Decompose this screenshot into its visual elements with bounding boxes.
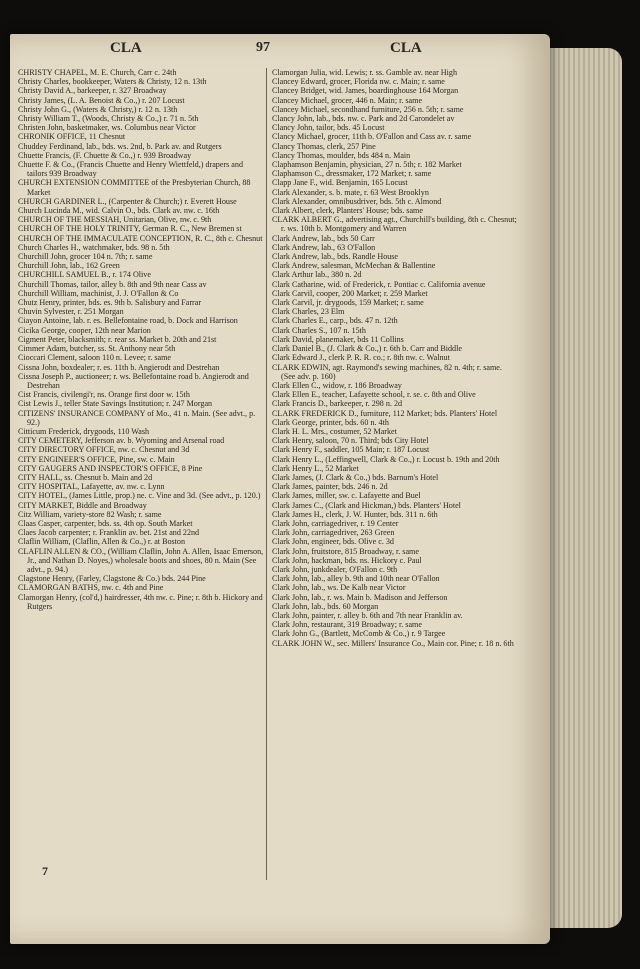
directory-entry: CHURCHILL SAMUEL B., r. 174 Olive [18, 270, 151, 280]
directory-entry: Clark Andrew, lab., bds. Randle House [272, 252, 399, 262]
directory-entry: CHURCH GARDINER L., (Carpenter & Church;) r. Everett House [18, 196, 237, 206]
directory-entry: Clark James C., (Clark and Hickman,) bds. Planters' Hotel [272, 500, 461, 510]
directory-entry: Clark Daniel B., (J. Clark & Co.,) r. 6th b. Carr and Biddle [272, 344, 462, 354]
directory-entry: Clark John, restaurant, 319 Broadway; r. same [272, 620, 422, 630]
directory-entry: Churchill Thomas, tailor, alley b. 8th and 9th near Cass av [18, 279, 207, 289]
directory-entry: Clark Henry, saloon, 70 n. Third; bds City Hotel [272, 436, 429, 446]
directory-entry: Clark John, engineer, bds. Olive c. 3d [272, 537, 394, 547]
directory-entry: Cimmer Adam, butcher, ss. St. Anthony near 5th [18, 344, 176, 354]
directory-entry: Clark Henry F., saddler, 105 Main; r. 187 Locust [272, 445, 430, 455]
directory-entry: CITY HALL, ss. Chesnut b. Main and 2d [18, 472, 153, 482]
directory-entry: CITY CEMETERY, Jefferson av. b. Wyoming and Arsenal road [18, 436, 225, 446]
directory-entry: Clark Henry L., 52 Market [272, 463, 359, 473]
directory-entry: Clark Andrew, lab., bds 50 Carr [272, 233, 375, 243]
footer-mark: 7 [42, 864, 48, 878]
page-header [18, 40, 530, 62]
directory-entry: Clancy John, tailor, bds. 45 Locust [272, 123, 385, 133]
directory-entry: Clark Henry L., (Leffingwell, Clark & Co.,) r. Locust b. 19th and 20th [272, 454, 500, 464]
directory-entry: CITY HOTEL, (James Little, prop.) ne. c. Vine and 3d. (See advt., p. 120.) [18, 491, 261, 501]
directory-entry: Clancy John, lab., bds. nw. c. Park and 2d Carondelet av [272, 114, 455, 124]
directory-entry: Citticum Frederick, drygoods, 110 Wash [18, 426, 150, 436]
header-right: CLA [390, 40, 422, 56]
directory-entry: Cist Lewis J., teller State Savings Institution; r. 247 Morgan [18, 399, 213, 409]
directory-entry: Church Charles H., watchmaker, bds. 98 n. 5th [18, 242, 170, 252]
directory-entry: Clark Edward J., clerk P. R. R. co.; r. 8th nw. c. Walnut [272, 353, 450, 363]
directory-entry: Clagstone Henry, (Farley, Clagstone & Co.) bds. 244 Pine [18, 574, 206, 584]
directory-entry: CLARK JOHN W., sec. Millers' Insurance Co., Main cor. Pine; r. 18 n. 6th [272, 638, 514, 648]
directory-entry: CITY GAUGERS AND INSPECTOR'S OFFICE, 8 Pine [18, 463, 203, 473]
directory-entry: Chutz Henry, printer, bds. es. 9th b. Salisbury and Farrar [18, 298, 202, 308]
column-divider [266, 68, 267, 880]
directory-entry: CHRISTY CHAPEL, M. E. Church, Carr c. 24th [18, 68, 177, 77]
directory-entry: Clark James, painter, bds. 246 n. 2d [272, 482, 388, 492]
directory-entry: CLARK FREDERICK D., furniture, 112 Market; bds. Planters' Hotel [272, 408, 498, 418]
directory-entry: Chuddey Ferdinand, lab., bds. ws. 2nd, b. Park av. and Rutgers [18, 141, 222, 151]
directory-entry: Cigment Peter, blacksmith; r. rear ss. Market b. 20th and 21st [18, 334, 217, 344]
directory-entry: Chuvin Sylvester, r. 251 Morgan [18, 307, 124, 317]
directory-entry: Clark Andrew, salesman, McMechan & Ballentine [272, 261, 436, 271]
directory-entry: Clark Carvil, cooper, 200 Market; r. 259 Market [272, 288, 428, 298]
directory-entry: Clark Ellen C., widow, r. 186 Broadway [272, 380, 402, 390]
directory-entry: Clark John, hackman, bds. ns. Hickory c. Paul [272, 555, 422, 565]
directory-entry: Clapp Jane F., wid. Benjamin, 165 Locust [272, 178, 408, 188]
directory-entry: Clamorgan Henry, (col'd,) hairdresser, 4th nw. c. Pine; r. 8th b. Hickory and Rutgers [18, 592, 263, 611]
directory-entry: Cicika George, cooper, 12th near Marion [18, 325, 151, 335]
directory-entry: Clancy Thomas, moulder, bds 484 n. Main [272, 150, 411, 160]
directory-entry: Claphamson C., dressmaker, 172 Market; r. same [272, 169, 432, 179]
directory-entry: Christy James, (L. A. Benoist & Co.,) r. 207 Locust [18, 95, 185, 105]
directory-entry: Clark John, junkdealer, O'Fallon c. 9th [272, 564, 398, 574]
directory-entry: Clark John, fruitstore, 815 Broadway, r. same [272, 546, 419, 556]
directory-entry: CITY HOSPITAL, Lafayette, av. nw. c. Lynn [18, 482, 165, 492]
directory-entry: Chuette Francis, (F. Chuette & Co.,) r. 939 Broadway [18, 150, 192, 160]
directory-entry: Clark Andrew, lab., 63 O'Fallon [272, 242, 376, 252]
directory-entry: CHURCH EXTENSION COMMITTEE of the Presbyterian Church, 88 Market [18, 178, 251, 197]
directory-entry: CITIZENS' INSURANCE COMPANY of Mo., 41 n. Main. (See advt., p. 92.) [18, 408, 256, 427]
directory-entry: Clark Albert, clerk, Planters' House; bds. same [272, 206, 423, 216]
directory-entry: Cioccari Clement, saloon 110 n. Levee; r. same [18, 353, 171, 363]
directory-entry: Clark Charles S., 107 n. 15th [272, 325, 366, 335]
directory-entry: Clancey Bridget, wid. James, boardinghouse 164 Morgan [272, 86, 459, 96]
directory-entry: Cissna John, boxdealer; r. es. 11th b. Angierodt and Destrehan [18, 362, 220, 372]
directory-entry: Clancey Edward, grocer, Florida nw. c. Main; r. same [272, 77, 445, 87]
directory-entry: Christy Charles, bookkeeper, Waters & Christy, 12 n. 13th [18, 77, 207, 87]
directory-entry: Christen John, basketmaker, ws. Columbus near Victor [18, 123, 196, 133]
directory-entry: Clamorgan Julia, wid. Lewis; r. ss. Gamble av. near High [272, 68, 457, 77]
directory-entry: CLARK EDWIN, agt. Raymond's sewing machines, 82 n. 4th; r. same. (See adv. p. 160) [272, 362, 502, 381]
directory-entry: CHURCH OF THE IMMACULATE CONCEPTION, R. C., 8th c. Chesnut [18, 233, 263, 243]
page-number: 97 [256, 40, 270, 55]
directory-entry: Clark John, lab., bds. 60 Morgan [272, 601, 379, 611]
left-column [18, 68, 264, 880]
directory-entry: Clark Ellen E., teacher, Lafayette school, r. se. c. 8th and Olive [272, 390, 476, 400]
directory-entry: Clark James H., clerk, J. W. Hunter, bds. 311 n. 6th [272, 509, 438, 519]
directory-entry: CITY ENGINEER'S OFFICE, Pine, sw. c. Main [18, 454, 175, 464]
directory-entry: Church Lucinda M., wid. Calvin O., bds. Clark av. nw. c. 16th [18, 206, 220, 216]
directory-entry: Clark John, painter, r. alley b. 6th and 7th near Franklin av. [272, 610, 463, 620]
header-left: CLA [110, 40, 142, 56]
directory-entry: CLARK ALBERT G., advertising agt., Churchill's building, 8th c. Chesnut; r. ws. 10th b. Montgomery and Warren [272, 215, 517, 234]
directory-entry: Cist Francis, civilengi'r, ns. Orange first door w. 15th [18, 390, 190, 400]
directory-entry: Clark James, (J. Clark & Co.,) bds. Barnum's Hotel [272, 472, 439, 482]
directory-entry: Clark Francis D., barkeeper, r. 298 n. 2d [272, 399, 403, 409]
directory-entry: Claas Casper, carpenter, bds. ss. 4th op. South Market [18, 518, 193, 528]
directory-entry: Clark H. L. Mrs., costumer, 52 Market [272, 426, 397, 436]
directory-entry: Ciayon Antoine, lab. r. es. Bellefontaine road, b. Dock and Harrison [18, 316, 238, 326]
directory-entry: CHURCH OF THE HOLY TRINITY, German R. C., New Bremen st [18, 224, 242, 234]
directory-entry: Churchill John, lab., 162 Green [18, 261, 120, 271]
directory-entry: Claflin William, (Claflin, Allen & Co.,) r. at Boston [18, 537, 186, 547]
directory-entry: CHRONIK OFFICE, 11 Chesnut [18, 132, 126, 142]
directory-entry: Clark Alexander, omnibusdriver, bds. 5th c. Almond [272, 196, 442, 206]
directory-entry: CITY DIRECTORY OFFICE, nw. c. Chesnut and 3d [18, 445, 190, 455]
directory-entry: Claphamson Benjamin, physician, 27 n. 5th; r. 182 Market [272, 160, 462, 170]
directory-entry: Clark Charles, 23 Elm [272, 307, 345, 317]
directory-entry: Christy William T., (Woods, Christy & Co.,) r. 71 n. 5th [18, 114, 199, 124]
right-column [272, 68, 518, 880]
directory-entry: Clark John, lab., r. ws. Main b. Madison and Jefferson [272, 592, 448, 602]
directory-entry: Christy John G., (Waters & Christy,) r. 12 n. 13th [18, 104, 178, 114]
directory-entry: Churchill William, machinist, J. J. O'Fallon & Co [18, 288, 179, 298]
directory-entry: Clancy Michael, grocer, 11th b. O'Fallon and Cass av. r. same [272, 132, 472, 142]
directory-entry: CITY MARKET, Biddle and Broadway [18, 500, 147, 510]
directory-entry: Clark Charles E., carp., bds. 47 n. 12th [272, 316, 398, 326]
directory-entry: Clark Catharine, wid. of Frederick, r. Pontiac c. California avenue [272, 279, 486, 289]
directory-entry: Clancey Michael, grocer, 446 n. Main; r. same [272, 95, 423, 105]
directory-entry: Clark John, carriagedriver, r. 19 Center [272, 518, 399, 528]
directory-entry: Clark John G., (Bartlett, McComb & Co.,) r. 9 Targee [272, 629, 446, 639]
directory-entry: Chuette F. & Co., (Francis Chuette and Henry Wiettfeld,) drapers and tailors 939 Broadway [18, 160, 243, 179]
directory-entry: Clark John, carriagedriver, 263 Green [272, 528, 395, 538]
directory-entry: Clark James, miller, sw. c. Lafayette and Buel [272, 491, 421, 501]
directory-entry: Clark John, lab., alley b. 9th and 10th near O'Fallon [272, 574, 440, 584]
directory-entry: Citz William, variety-store 82 Wash; r. same [18, 509, 162, 519]
directory-entry: Clark John, lab., ws. De Kalb near Victor [272, 583, 406, 593]
directory-entry: Clancy Thomas, clerk, 257 Pine [272, 141, 376, 151]
directory-entry: Clark Carvil, jr. drygoods, 159 Market; r. same [272, 298, 424, 308]
directory-entry: Claes Jacob carpenter; r. Franklin av. bet. 21st and 22nd [18, 528, 200, 538]
directory-entry: Clark David, planemaker, bds 11 Collins [272, 334, 404, 344]
directory-entry: Clancey Michael, secondhand furniture, 256 n. 5th; r. same [272, 104, 464, 114]
directory-entry: CHURCH OF THE MESSIAH, Unitarian, Olive, nw. c. 9th [18, 215, 212, 225]
directory-entry: CLAFLIN ALLEN & CO., (William Claflin, John A. Allen, Isaac Emerson, Jr., and Nathan D. Noyes,) wholesale boots and shoes, 80 n. Main (See advt., p. 94.) [18, 546, 264, 574]
directory-entry: Clark Arthur lab., 380 n. 2d [272, 270, 362, 280]
directory-entry: Christy David A., barkeeper, r. 327 Broadway [18, 86, 167, 96]
directory-entry: Churchill John, grocer 104 n. 7th; r. same [18, 252, 153, 262]
directory-entry: Clark George, printer, bds. 60 n. 4th [272, 417, 389, 427]
directory-entry: CLAMORGAN BATHS, nw. c. 4th and Pine [18, 583, 164, 593]
directory-entry: Cissna Joseph P., auctioneer; r. ws. Bellefontaine road b. Angierodt and Destrehan [18, 371, 249, 390]
directory-entry: Clark Alexander, s. b. mate, r. 63 West Brooklyn [272, 187, 429, 197]
